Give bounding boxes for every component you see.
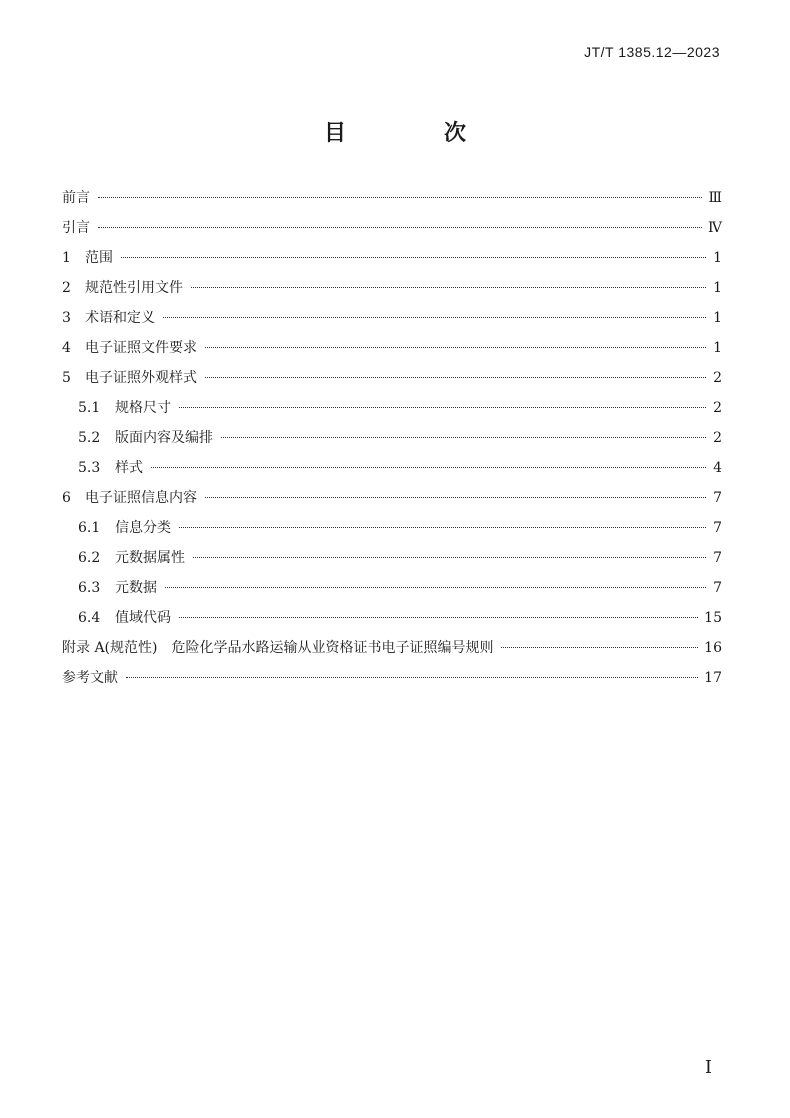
- toc-entry-page: 1: [713, 280, 722, 296]
- toc-entry-page: 2: [713, 430, 722, 446]
- toc-dot-leader: [126, 677, 698, 678]
- toc-dot-leader: [163, 317, 706, 318]
- toc-dot-leader: [205, 377, 706, 378]
- toc-entry-number: 4: [62, 340, 71, 356]
- toc-entry-number: 5: [62, 370, 71, 386]
- toc-entry-page: 16: [704, 640, 722, 656]
- toc-entry[interactable]: [62, 543, 722, 573]
- toc-entry[interactable]: [62, 243, 722, 273]
- toc-entry-label: 范围: [85, 250, 113, 266]
- toc-entry-label: 参考文献: [62, 670, 118, 686]
- toc-entry[interactable]: [62, 363, 722, 393]
- toc-dot-leader: [205, 497, 706, 498]
- toc-entry-page: 2: [713, 370, 722, 386]
- toc-entry-page: 7: [713, 550, 722, 566]
- toc-entry-page: 4: [713, 460, 722, 476]
- toc-entry-page: Ⅲ: [708, 190, 722, 206]
- toc-entry[interactable]: [62, 513, 722, 543]
- toc-entry[interactable]: [62, 453, 722, 483]
- toc-entry-label: 附录 A(规范性) 危险化学品水路运输从业资格证书电子证照编号规则: [62, 640, 494, 656]
- toc-entry[interactable]: [62, 603, 722, 633]
- toc-dot-leader: [165, 587, 706, 588]
- toc-dot-leader: [193, 557, 706, 558]
- toc-entry-page: 2: [713, 400, 722, 416]
- toc-entry-number: 2: [62, 280, 71, 296]
- toc-dot-leader: [98, 197, 702, 198]
- toc-entry-page: Ⅳ: [708, 220, 722, 236]
- toc-entry-number: 6: [62, 490, 71, 506]
- toc-entry-label: 信息分类: [115, 520, 171, 536]
- toc-entry-page: 7: [713, 580, 722, 596]
- toc-entry-label: 值域代码: [115, 610, 171, 626]
- toc-entry-label: 规格尺寸: [115, 400, 171, 416]
- toc-entry-label: 版面内容及编排: [115, 430, 213, 446]
- toc-entry-label: 电子证照信息内容: [85, 490, 197, 506]
- toc-entry-label: 规范性引用文件: [85, 280, 183, 296]
- toc-entry[interactable]: [62, 273, 722, 303]
- toc-entry[interactable]: [62, 633, 722, 663]
- toc-entry[interactable]: [62, 213, 722, 243]
- toc-entry-number: 3: [62, 310, 71, 326]
- toc-entry[interactable]: [62, 423, 722, 453]
- page-title: 目 次: [323, 120, 504, 146]
- toc-entry-number: 6.2: [78, 550, 101, 566]
- toc-entry-number: 1: [62, 250, 71, 266]
- toc-dot-leader: [98, 227, 702, 228]
- toc-entry-number: 5.1: [78, 400, 101, 416]
- toc-dot-leader: [121, 257, 706, 258]
- toc-entry-label: 元数据属性: [115, 550, 185, 566]
- toc-entry-page: 17: [704, 670, 722, 686]
- toc-entry-number: 6.4: [78, 610, 101, 626]
- toc-entry-page: 7: [713, 490, 722, 506]
- toc-entry-label: 样式: [115, 460, 143, 476]
- toc-entry-label: 电子证照外观样式: [85, 370, 197, 386]
- toc-entry-label: 元数据: [115, 580, 157, 596]
- toc-entry-label: 电子证照文件要求: [85, 340, 197, 356]
- toc-dot-leader: [205, 347, 706, 348]
- toc-dot-leader: [221, 437, 706, 438]
- toc-dot-leader: [501, 647, 698, 648]
- toc-entry[interactable]: [62, 573, 722, 603]
- toc-entry-label: 前言: [62, 190, 90, 206]
- toc-dot-leader: [179, 617, 698, 618]
- toc-entry-number: 6.3: [78, 580, 101, 596]
- toc-entry[interactable]: [62, 663, 722, 693]
- toc-entry-label: 术语和定义: [85, 310, 155, 326]
- toc-entry-number: 5.2: [78, 430, 101, 446]
- toc-entry-page: 1: [713, 340, 722, 356]
- toc-entry-number: 6.1: [78, 520, 101, 536]
- toc-dot-leader: [179, 407, 706, 408]
- page-number: I: [704, 1057, 712, 1078]
- toc-entry-page: 7: [713, 520, 722, 536]
- toc-entry-label: 引言: [62, 220, 90, 236]
- toc-entry[interactable]: [62, 483, 722, 513]
- toc-entry[interactable]: [62, 183, 722, 213]
- table-of-contents: [62, 183, 722, 693]
- toc-entry-number: 5.3: [78, 460, 101, 476]
- toc-dot-leader: [179, 527, 706, 528]
- toc-dot-leader: [191, 287, 706, 288]
- toc-entry-page: 1: [713, 310, 722, 326]
- toc-entry-page: 15: [704, 610, 722, 626]
- toc-dot-leader: [151, 467, 706, 468]
- standard-code: JT/T 1385.12—2023: [584, 44, 720, 60]
- toc-entry[interactable]: [62, 303, 722, 333]
- toc-entry-page: 1: [713, 250, 722, 266]
- toc-entry[interactable]: [62, 393, 722, 423]
- toc-entry[interactable]: [62, 333, 722, 363]
